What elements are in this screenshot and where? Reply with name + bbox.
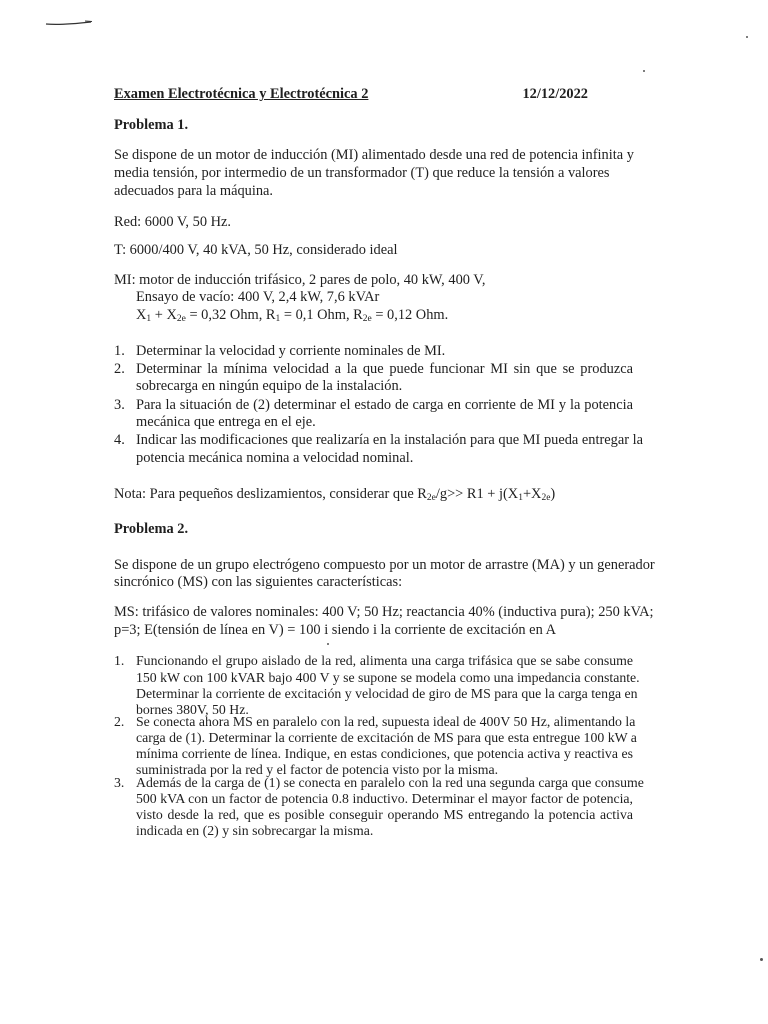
item-number: 1. [114,343,125,359]
scan-speck [746,36,748,38]
text-line: sincrónico (MS) con las siguientes características: [114,574,403,590]
motor-spec-line: MI: motor de inducción trifásico, 2 pares de polo, 40 kW, 400 V, [114,272,486,288]
problem-1-note: Nota: Para pequeños deslizamientos, considerar que $R_{2e}/g>> R1 + j(X_1+X_{2e})$ [114,486,556,503]
question-line: Además de la carga de (1) se conecta en paralelo con la red una segunda carga que consume [136,775,644,790]
item-number: 4. [114,432,125,448]
scan-speck [760,958,763,961]
text-line: p=3; E(tensión de línea en V) = 100 i siendo i la corriente de excitación en A [114,622,556,638]
item-number: 3. [114,397,125,413]
question-line: Para la situación de (2) determinar el estado de carga en corriente de MI y la potencia [136,397,633,413]
text-line: Se dispone de un motor de inducción (MI) alimentado desde una red de potencia infinita y [114,147,634,163]
question-line: mecánica que entrega en el eje. [136,414,316,430]
item-number: 3. [114,775,125,790]
no-load-test: Ensayo de vacío: 400 V, 2,4 kW, 7,6 kVAr [136,289,380,305]
question-line: potencia mecánica nomina a velocidad nominal. [136,450,414,466]
motor-parameters: $X_1 + X_{2e} = 0,32$ Ohm, $R_1 = 0,1$ Ohm, $R_{2e} = 0,12$ Ohm. [136,307,449,324]
question-line: indicada en (2) y sin sobrecargar la misma. [136,823,374,838]
scan-speck [643,70,645,72]
question-line: Funcionando el grupo aislado de la red, alimenta una carga trifásica que se sabe consume [136,653,633,668]
item-number: 1. [114,653,125,668]
question-line: Indicar las modificaciones que realizaría en la instalación para que MI pueda entregar la [136,432,644,448]
transformer-spec: T: 6000/400 V, 40 kVA, 50 Hz, considerado ideal [114,242,398,258]
item-number: 2. [114,714,125,729]
question-line: Determinar la corriente de excitación y velocidad de giro de MS para que la carga tenga en [136,686,638,701]
problem-1-heading: Problema 1. [114,117,189,133]
text-line: adecuados para la máquina. [114,183,274,199]
problem-2-heading: Problema 2. [114,521,189,537]
scan-speck [327,643,329,645]
text-line: MS: trifásico de valores nominales: 400 V; 50 Hz; reactancia 40% (inductiva pura); 250 kVA; [114,604,654,620]
exam-title: Examen Electrotécnica y Electrotécnica 2 [114,86,369,102]
question-line: carga de (1). Determinar la corriente de excitación de MS para que esta entregue 100 kW a [136,730,637,745]
question-line: Se conecta ahora MS en paralelo con la red, supuesta ideal de 400V 50 Hz, alimentando la [136,714,636,729]
question-line: Determinar la mínima velocidad a la que puede funcionar MI sin que se produzca [136,361,633,377]
question-line: 150 kW con 100 kVAR bajo 400 V y se supone se modela como una impedancia constante. [136,670,640,685]
text-line: media tensión, por intermedio de un transformador (T) que reduce la tensión a valores [114,165,610,181]
network-spec: Red: 6000 V, 50 Hz. [114,214,231,230]
item-number: 2. [114,361,125,377]
text-line: Se dispone de un grupo electrógeno compuesto por un motor de arrastre (MA) y un generador [114,557,655,573]
exam-date: 12/12/2022 [522,86,588,102]
question-line: visto desde la red, que es posible conseguir operando MS entregando la potencia activa [136,807,633,822]
pen-mark [45,19,93,27]
question-line: sobrecarga en ningún equipo de la instalación. [136,378,403,394]
question-line: bornes 380V, 50 Hz. [136,702,249,717]
exam-header [114,86,588,104]
question-line: 500 kVA con un factor de potencia 0.8 inductivo. Determinar el mayor factor de potencia, [136,791,633,806]
question-line: mínima corriente de línea. Indique, en estas condiciones, que potencia activa y reactiva es [136,746,633,761]
question-line: Determinar la velocidad y corriente nominales de MI. [136,343,446,359]
question-line: suministrada por la red y el factor de potencia visto por la misma. [136,762,499,777]
